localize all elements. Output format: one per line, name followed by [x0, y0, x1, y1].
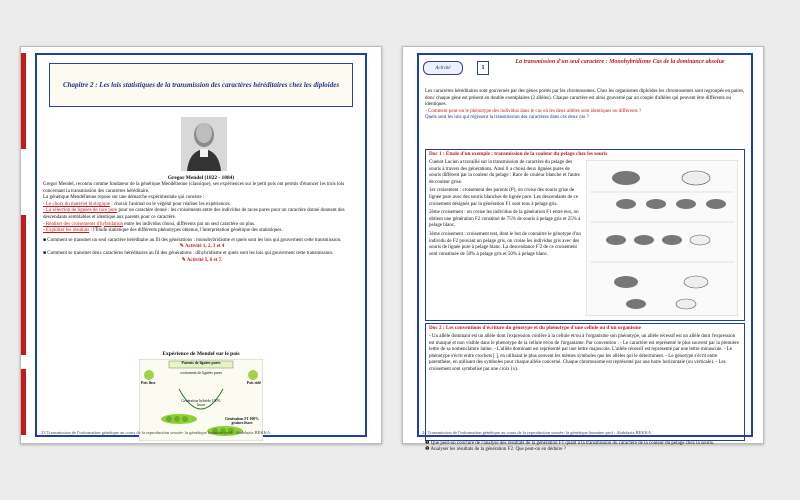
doc-text: - Un allèle dominant est un allèle dont l'expression confère à la cellule et/ou à l'organisme son phénotype, un allèle récessif est un allèle dont l'expression est masqué et non visible dans le phénotype de la cellule et/ou de l'organisme. Par convention : - Le caractère est représenté le plus souvent par la première lettre de sa nomenclature latine. - L'allèle dominant est représenté par une lettre majuscule. L'allèle récessif est représenté par une lettre minuscule. - Le phénotype s'écrit entre crochets [ ], en utilisant le plus souvent les mêmes symboles que les allèles qui le déterminent. - Le génotype s'écrit entre parenthèse, en utilisant des symboles pour chaque allèle concerné. Chaque chromosome est représenté par une barre horizontale (ou verticale). - Les croisement sont symbolisé par une croix (x).	[429, 334, 739, 372]
diagram-title: Expérience de Mendel sur le pois	[162, 351, 240, 357]
page-footer: 23 Transmission de l'information génétique au cours de la reproduction sexuée: la génétique humaine prof : Abdelaziz BEKKA	[41, 430, 271, 435]
diagram-label: Pois ridé	[246, 381, 261, 385]
portrait-caption: Gregor Mendel (1822 - 1884)	[167, 175, 235, 181]
question: ■ Comment se transmet deux caractères héréditaires au fil des générations : dihybridisme et quels sont les lois qui gouvernent cette transmission.	[43, 250, 334, 256]
question: Quels sont les lois qui régissent la transmission des caractères dans ces deux cas ?	[425, 115, 589, 121]
doc-text: Cuenot Lucien a travaillé sur la transmission de caractère du pelage des souris à travers des générations. Ainsi il a choisi deux lignées pures de souris différent par la couleur du pelage : Race de couleur blanche et l'autre de couleur grise. 1er croisement : croisement des parents (P), on croise des souris grise de lignée pure avec des souris blanches de lignée pure. Les descendants de ce croisement désignés par la génération F1 sont tous à pelage gris. 2ème croisement : on croise les individus de la génération F1 entre eux, on obtient une génération F2 constitué de 75% de souris à pelage gris et 25% à pelage blanc. 3ème croisement : croisement test, dont le but de connaitre le génotype d'un individu de F2 pouvant un pelage gris, on croise les individus gris avec des souris de lignée pure à pelage blanc. La descendance F'2 de ce croisement sont constituée de 50% à pelage gris et 50% à pelage blanc.	[429, 160, 581, 257]
question: ❷ Analyser les résultats de la génération F2. Que peut-on en déduire ?	[425, 447, 566, 453]
intro-paragraph: Gregor Mendel, reconnu comme fondateur de la génétique Mendélienne (classique), ses expériences sur le petit pois ont permis d'énoncer les trois lois concernant la transmission des caractères héréditaire.	[43, 182, 345, 194]
left-body-text	[43, 182, 361, 264]
question: ❶ Que peut-on conclure de l'analyse des résultats de la génération F1 quant à la transmission du caractère de la couleur du pelage chez la souris.	[425, 441, 715, 446]
questions	[425, 441, 745, 454]
diagram-label: Génération hybride 100% lisses	[181, 399, 221, 408]
right-page-footer: 24 Transmission de l'information génétique au cours de la reproduction sexuée: la génétique humaine prof : Abdelaziz BEKKA	[422, 430, 652, 435]
activity-badge: Activité	[423, 61, 463, 75]
approach-paragraph: La génétique Mendélienne repose sur une démarche expérimentale qui consiste :	[43, 195, 205, 201]
question: - Comment peut-on le phénotype des individus dans le cas où les deux allèles sont identiques ou différents ?	[425, 108, 642, 114]
left-page	[20, 46, 382, 444]
approach-item: - La sélection de lignées de race pure pour un caractère donné : les croisements entre des individus de races pures pour un caractère donné donnent des descendants semblables et identique aux parents pour ce caractère.	[43, 208, 345, 220]
question: ■ Comment se transmet un seul caractère héréditaire au fil des générations : monohybridisme et quels sont les lois qui gouvernent cette transmission.	[43, 237, 342, 243]
document-1	[425, 149, 745, 321]
intro-paragraph: Les caractères héréditaires sont gouvernés par des gènes portés par les chromosomes. Chez les organismes diploïdes les chromosomes sont regroupés en paires, donc chaque gène est présent en double exemplaires (2 allèles). Chaque caractère est ainsi gouverné par un couple d'allèles qui peuvent être différents ou identiques.	[425, 89, 745, 108]
diagram-label: croisement de lignées pures	[179, 371, 223, 375]
margin-bar	[21, 215, 26, 355]
activity-number: 1	[477, 61, 489, 75]
document-2	[425, 323, 745, 441]
doc-title: Doc 2 : Les conventions d'écriture du génotype et du phénotype d'une cellule ou d'un organisme	[429, 325, 641, 331]
mendel-portrait-image	[181, 117, 227, 171]
approach-item: - Réaliser des croisements d'hybridation entre les individus choisi, différents par un seul caractère ou plus.	[43, 221, 256, 227]
intro-text	[425, 89, 745, 122]
chapter-title: Chapitre 2 : Les lois statistiques de la transmission des caractères héréditaires chez les diploïdes	[49, 63, 353, 107]
margin-bar	[21, 53, 26, 149]
activity-ref: ✎ Activité 5, 6 et 7.	[181, 257, 223, 263]
diagram-labels	[139, 359, 263, 441]
diagram-label: Parents de lignées pures	[181, 361, 221, 365]
mice-crosses-figure	[586, 160, 738, 316]
doc-title: Doc 1 : Étude d'un exemple : transmission de la couleur du pelage chez les souris	[429, 151, 608, 157]
approach-item: - Le choix du matériel biologique : choisir l'animal ou le végétal pour réaliser les expériences.	[43, 201, 231, 207]
right-page	[402, 46, 764, 453]
approach-item: - Exploiter les résultats : l'Étude statistique des différents phénotypes obtenus, l'interprétation génétique des statistiques.	[43, 228, 283, 234]
diagram-label: Pois lisse	[141, 381, 156, 385]
margin-bar	[21, 369, 26, 435]
activity-ref: ✎ Activité 1, 2, 3 et 4	[179, 244, 225, 250]
activity-title: La transmission d'un seul caractère : Monohybridisme Cas de la dominance absolue	[515, 59, 725, 65]
diagram-label: Génération F1 100% graines lisses	[225, 417, 259, 426]
